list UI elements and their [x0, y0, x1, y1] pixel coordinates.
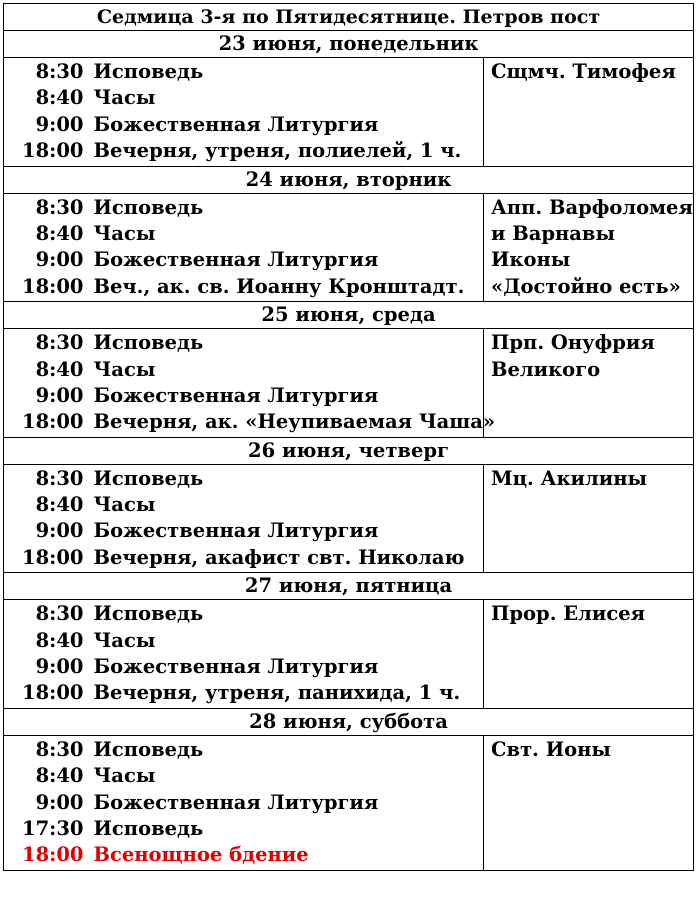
service-time: 17:30	[22, 816, 84, 840]
service-name: Часы	[93, 86, 156, 110]
day-date-row	[4, 302, 694, 329]
service-time: 18:00	[22, 274, 84, 298]
service-names	[89, 193, 484, 302]
day-date: 25 июня, среда	[4, 302, 694, 329]
service-name: Исповедь	[93, 816, 204, 840]
service-times	[4, 329, 89, 438]
service-names	[89, 735, 484, 870]
commemoration	[484, 464, 694, 573]
day-date: 23 июня, понедельник	[4, 31, 694, 58]
service-name: Исповедь	[93, 602, 204, 626]
commemoration-line: Сщмч. Тимофея	[491, 60, 676, 83]
service-time: 8:30	[35, 331, 84, 355]
service-time: 8:30	[35, 737, 84, 761]
commemoration	[484, 735, 694, 870]
day-date: 27 июня, пятница	[4, 573, 694, 600]
schedule-title: Седмица 3-я по Пятидесятнице. Петров пост	[4, 4, 694, 31]
service-time: 9:00	[35, 519, 84, 543]
service-time: 18:00	[22, 681, 84, 705]
service-times	[4, 735, 89, 870]
service-names	[89, 464, 484, 573]
service-name: Исповедь	[93, 331, 204, 355]
schedule-table	[3, 3, 694, 871]
service-name: Божественная Литургия	[93, 519, 379, 543]
day-services-row	[4, 58, 694, 167]
commemoration	[484, 58, 694, 167]
commemoration	[484, 600, 694, 709]
service-time: 9:00	[35, 248, 84, 272]
commemoration-line: Мц. Акилины	[491, 466, 648, 490]
service-time: 8:40	[35, 357, 84, 381]
service-name: Исповедь	[93, 60, 204, 83]
service-times	[4, 58, 89, 167]
service-name: Божественная Литургия	[93, 383, 379, 407]
service-names	[89, 600, 484, 709]
day-date-row	[4, 573, 694, 600]
commemoration-line: Прп. Онуфрия	[491, 331, 655, 355]
commemoration-line: и Варнавы	[491, 221, 616, 245]
day-services-row	[4, 735, 694, 870]
service-name: Исповедь	[93, 195, 204, 219]
commemoration-line: «Достойно есть»	[491, 274, 681, 298]
service-time: 8:40	[35, 86, 84, 110]
schedule-sheet	[3, 3, 694, 871]
service-times	[4, 464, 89, 573]
service-name: Веч., ак. св. Иоанну Кронштадт.	[93, 274, 465, 298]
service-time: 8:30	[35, 602, 84, 626]
service-name: Вечерня, утреня, полиелей, 1 ч.	[93, 139, 462, 163]
day-services-row	[4, 464, 694, 573]
schedule-header-row	[4, 4, 694, 31]
service-name: Всенощное бдение	[93, 843, 309, 867]
day-services-row	[4, 329, 694, 438]
day-services-row	[4, 193, 694, 302]
service-time: 8:30	[35, 195, 84, 219]
commemoration-line: Иконы	[491, 248, 571, 272]
service-name: Вечерня, утреня, панихида, 1 ч.	[93, 681, 461, 705]
service-time: 8:40	[35, 493, 84, 517]
service-time: 9:00	[35, 790, 84, 814]
day-date-row	[4, 437, 694, 464]
service-name: Часы	[93, 357, 156, 381]
service-name: Божественная Литургия	[93, 655, 379, 679]
service-time: 18:00	[22, 410, 84, 434]
service-name: Часы	[93, 221, 156, 245]
commemoration-line: Прор. Елисея	[491, 602, 646, 626]
day-date-row	[4, 708, 694, 735]
commemoration-line: Апп. Варфоломея	[491, 195, 693, 219]
service-time: 8:30	[35, 60, 84, 83]
service-time: 18:00	[22, 545, 84, 569]
day-date: 24 июня, вторник	[4, 166, 694, 193]
service-name: Вечерня, ак. «Неупиваемая Чаша»	[93, 410, 496, 434]
service-name: Часы	[93, 493, 156, 517]
service-time: 9:00	[35, 112, 84, 136]
commemoration-line: Свт. Ионы	[491, 737, 611, 761]
service-name: Исповедь	[93, 737, 204, 761]
service-name: Часы	[93, 764, 156, 788]
day-date: 26 июня, четверг	[4, 437, 694, 464]
commemoration	[484, 329, 694, 438]
service-time: 9:00	[35, 655, 84, 679]
service-name: Божественная Литургия	[93, 248, 379, 272]
service-names	[89, 329, 496, 438]
service-name: Божественная Литургия	[93, 112, 379, 136]
day-date-row	[4, 31, 694, 58]
service-times	[4, 193, 89, 302]
service-name: Часы	[93, 628, 156, 652]
service-time: 18:00	[22, 139, 84, 163]
service-time: 8:40	[35, 764, 84, 788]
day-date-row	[4, 166, 694, 193]
day-services-row	[4, 600, 694, 709]
service-name: Исповедь	[93, 466, 204, 490]
service-time: 18:00	[22, 843, 84, 867]
service-time: 8:40	[35, 221, 84, 245]
service-time: 8:40	[35, 628, 84, 652]
service-name: Вечерня, акафист свт. Николаю	[93, 545, 465, 569]
commemoration	[484, 193, 694, 302]
service-time: 9:00	[35, 383, 84, 407]
service-times	[4, 600, 89, 709]
commemoration-line: Великого	[491, 357, 601, 381]
service-name: Божественная Литургия	[93, 790, 379, 814]
service-time: 8:30	[35, 466, 84, 490]
day-date: 28 июня, суббота	[4, 708, 694, 735]
service-names	[89, 58, 484, 167]
